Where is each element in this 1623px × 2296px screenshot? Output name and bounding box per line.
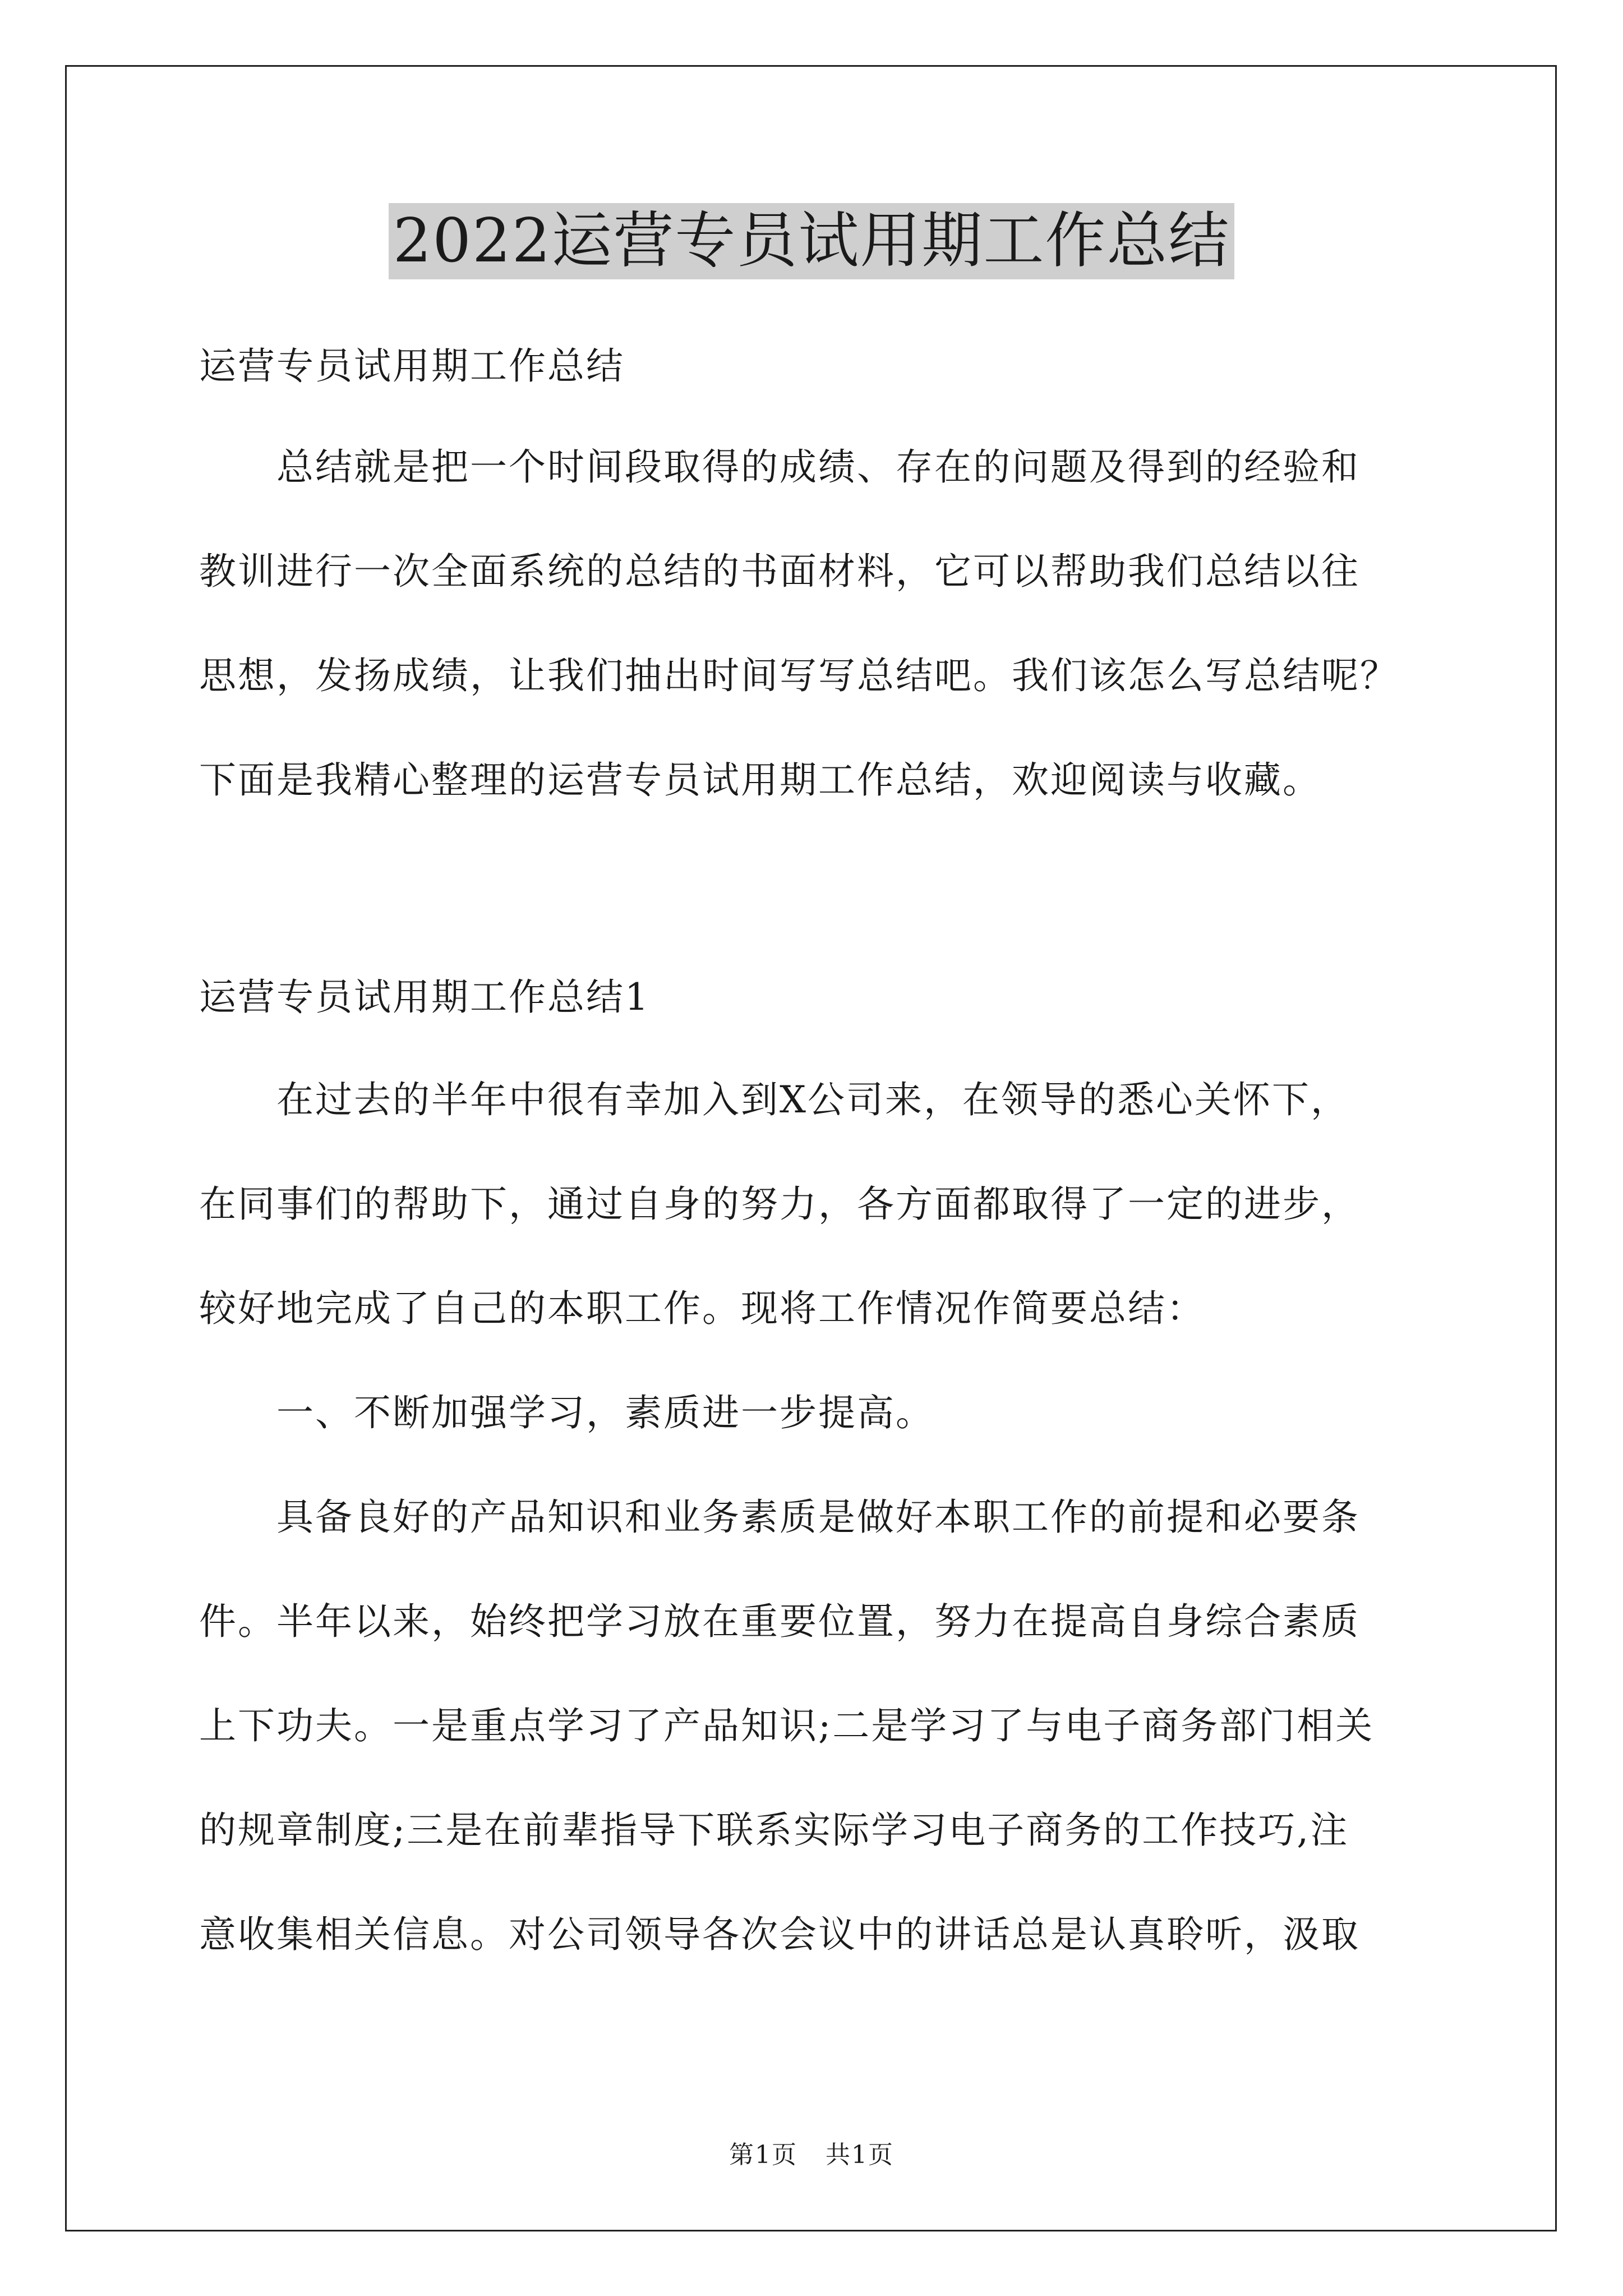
paragraph-line: 在同事们的帮助下，通过自身的努力，各方面都取得了一定的进步， — [199, 1182, 1360, 1226]
document-title-container — [0, 203, 1623, 279]
paragraph-line: 的规章制度;三是在前辈指导下联系实际学习电子商务的工作技巧,注 — [199, 1809, 1349, 1852]
paragraph-line: 思想，发扬成绩，让我们抽出时间写写总结吧。我们该怎么写总结呢？ — [199, 654, 1399, 697]
page-border — [65, 65, 1557, 2231]
section-heading: 运营专员试用期工作总结1 — [199, 976, 650, 1019]
document-title: 2022运营专员试用期工作总结 — [389, 203, 1235, 279]
paragraph-line: 总结就是把一个时间段取得的成绩、存在的问题及得到的经验和 — [199, 445, 1360, 489]
section-heading: 运营专员试用期工作总结 — [199, 344, 625, 388]
paragraph-line: 具备良好的产品知识和业务素质是做好本职工作的前提和必要条 — [199, 1496, 1360, 1539]
paragraph-line: 在过去的半年中很有幸加入到X公司来，在领导的悉心关怀下， — [199, 1078, 1349, 1121]
subheading-line: 一、不断加强学习，素质进一步提高。 — [199, 1391, 934, 1434]
paragraph-line: 意收集相关信息。对公司领导各次会议中的讲话总是认真聆听，汲取 — [199, 1913, 1360, 1956]
paragraph-line: 下面是我精心整理的运营专员试用期工作总结，欢迎阅读与收藏。 — [199, 758, 1321, 802]
page-number: 第1页 — [729, 2141, 797, 2169]
page-footer — [0, 2143, 1623, 2168]
page-total: 共1页 — [826, 2141, 894, 2169]
paragraph-line: 件。半年以来，始终把学习放在重要位置，努力在提高自身综合素质 — [199, 1600, 1360, 1643]
paragraph-line: 上下功夫。一是重点学习了产品知识;二是学习了与电子商务部门相关 — [199, 1704, 1375, 1747]
paragraph-line: 教训进行一次全面系统的总结的书面材料，它可以帮助我们总结以往 — [199, 550, 1360, 593]
paragraph-line: 较好地完成了自己的本职工作。现将工作情况作简要总结： — [199, 1287, 1205, 1330]
